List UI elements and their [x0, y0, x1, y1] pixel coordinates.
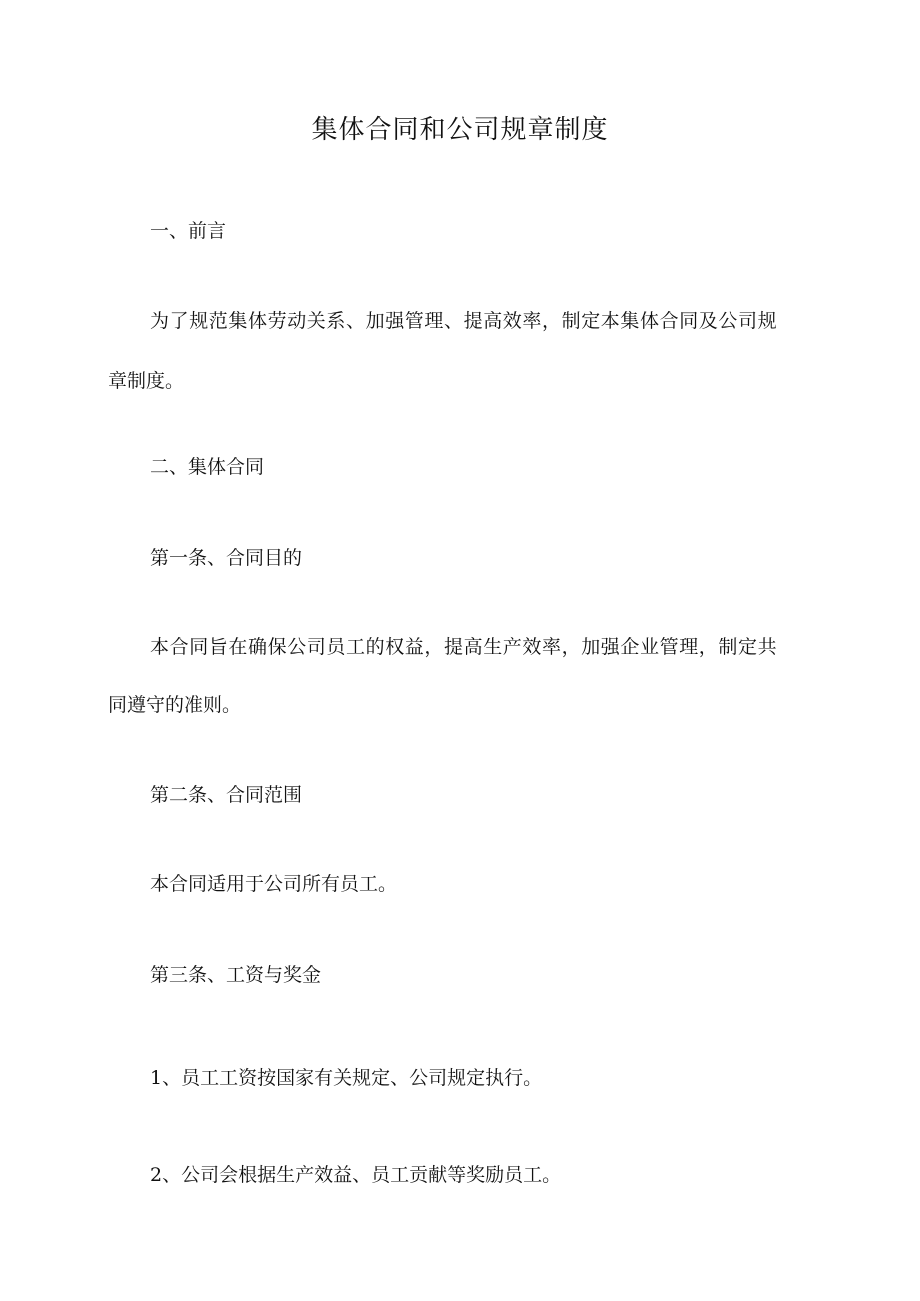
document-title: 集体合同和公司规章制度: [311, 115, 609, 145]
paragraph-line: 本合同旨在确保公司员工的权益，提高生产效率，加强企业管理，制定共: [150, 636, 778, 658]
section-heading-preface: 一、前言: [150, 220, 227, 242]
paragraph-line: 为了规范集体劳动关系、加强管理、提高效率，制定本集体合同及公司规: [150, 310, 778, 332]
paragraph-line: 同遵守的准则。: [108, 694, 242, 716]
article-heading: 第三条、工资与奖金: [150, 964, 322, 986]
article-heading: 第二条、合同范围: [150, 784, 303, 806]
list-item: 2、公司会根据生产效益、员工贡献等奖励员工。: [150, 1164, 562, 1186]
list-item: 1、员工工资按国家有关规定、公司规定执行。: [150, 1067, 543, 1089]
paragraph-line: 本合同适用于公司所有员工。: [150, 873, 398, 895]
section-heading-contract: 二、集体合同: [150, 456, 265, 478]
article-heading: 第一条、合同目的: [150, 547, 303, 569]
paragraph-line: 章制度。: [108, 370, 185, 392]
